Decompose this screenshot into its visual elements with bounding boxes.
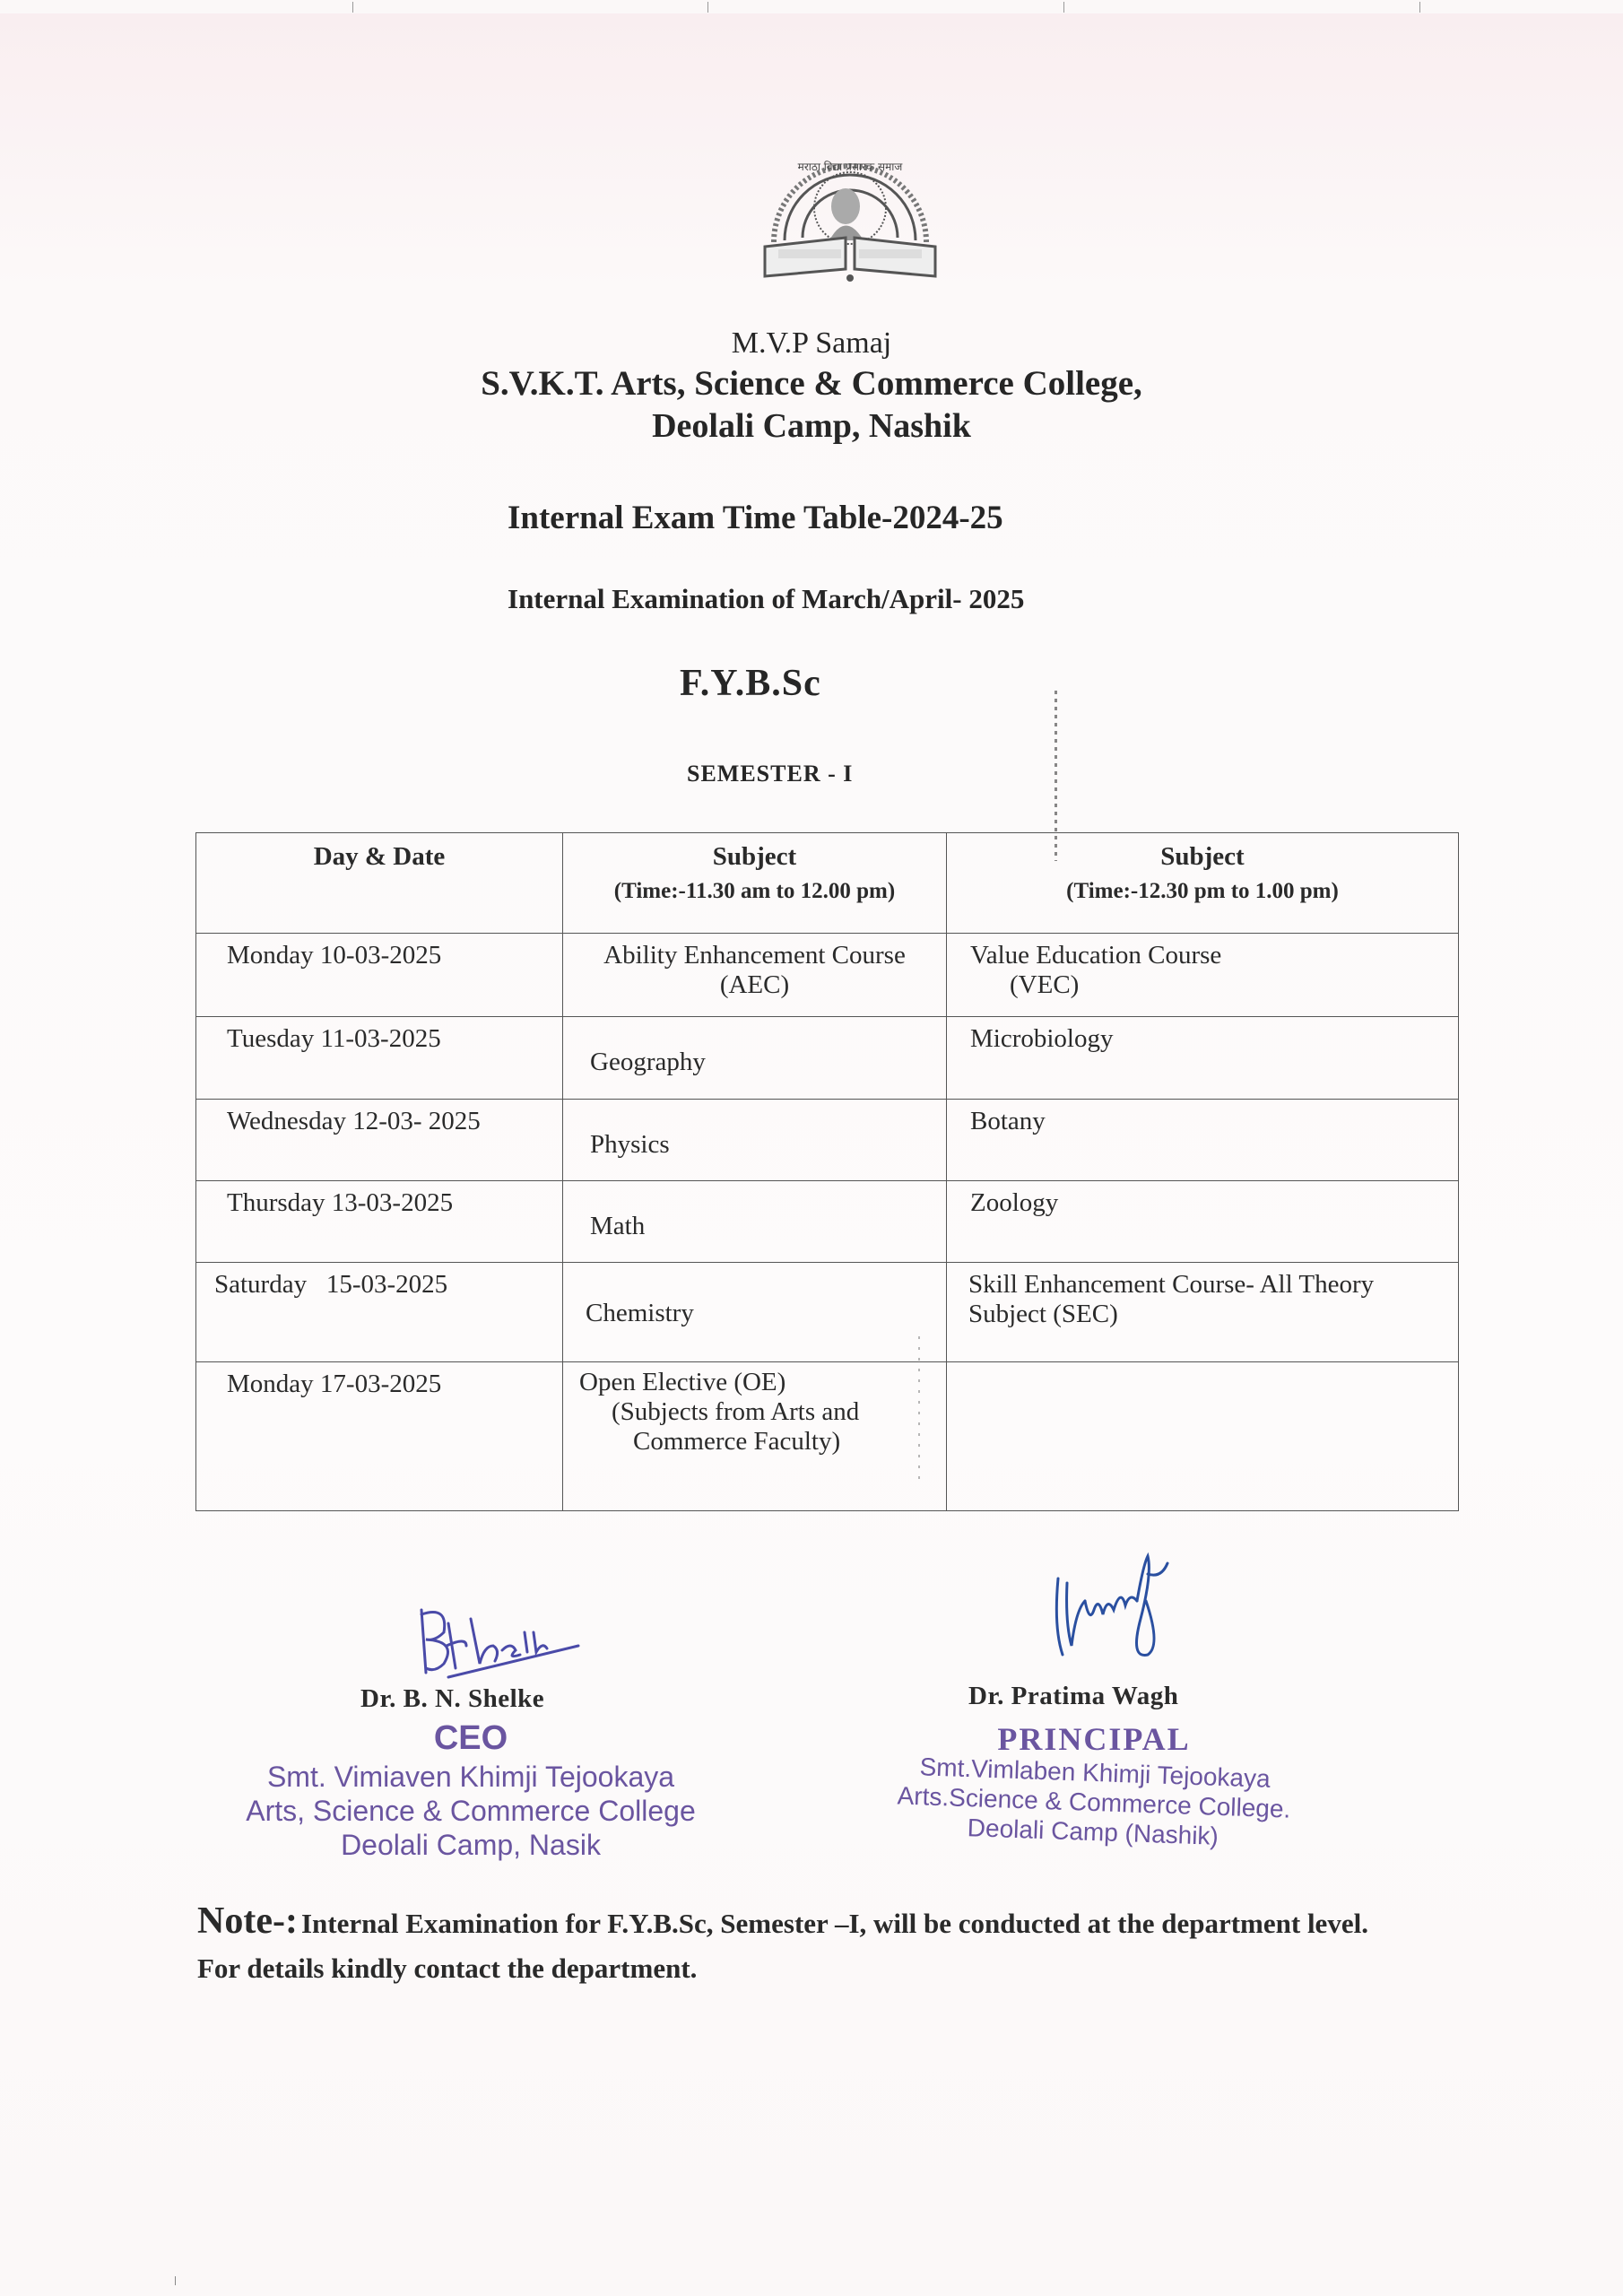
row-date: Monday 17-03-2025 — [196, 1362, 563, 1511]
exam-subtitle: Internal Examination of March/April- 2025 — [508, 583, 1025, 614]
row-slot2-empty — [947, 1362, 1459, 1511]
stamp-title: CEO — [433, 1719, 508, 1757]
column-header-slot1: Subject (Time:-11.30 am to 12.00 pm) — [563, 833, 947, 934]
signature-shelke-icon — [395, 1596, 592, 1682]
signatory-name: Dr. Pratima Wagh — [968, 1682, 1179, 1710]
row-slot2: Skill Enhancement Course- All Theory Subject (SEC) — [947, 1263, 1459, 1362]
scan-tick-mark — [1419, 2, 1420, 13]
row-date: Monday 10-03-2025 — [196, 934, 563, 1017]
semester-label: SEMESTER - I — [687, 761, 854, 787]
scan-tick-mark — [1063, 2, 1064, 13]
table-header-row — [196, 833, 1459, 934]
scan-artifact — [918, 1336, 920, 1480]
row-slot1: Math — [563, 1181, 947, 1263]
stamp-text: Smt. Vimiaven Khimji Tejookaya Arts, Science & Commerce College Deolali Camp, Nasik — [246, 1761, 696, 1861]
column-header-slot2: Subject (Time:-12.30 pm to 1.00 pm) — [947, 833, 1459, 934]
row-slot2: Microbiology — [947, 1017, 1459, 1100]
page-title: Internal Exam Time Table-2024-25 — [508, 500, 1003, 536]
table-row — [196, 1181, 1459, 1263]
row-slot2: Value Education Course (VEC) — [947, 934, 1459, 1017]
row-slot2: Zoology — [947, 1181, 1459, 1263]
row-date: Wednesday 12-03- 2025 — [196, 1100, 563, 1181]
row-slot2: Botany — [947, 1100, 1459, 1181]
row-date: Saturday 15-03-2025 — [196, 1263, 563, 1362]
table-row — [196, 934, 1459, 1017]
column-header-day-date: Day & Date — [196, 833, 563, 934]
stamp-text: Smt.Vimlaben Khimji Tejookaya Arts.Science & Commerce College. Deolali Camp (Nashik) — [897, 1752, 1291, 1850]
class-name: F.Y.B.Sc — [680, 663, 821, 704]
svg-text:मराठा विद्या प्रसारक समाज: मराठा विद्या प्रसारक समाज — [797, 161, 903, 173]
row-slot1: Open Elective (OE) (Subjects from Arts and Commerce Faculty) — [563, 1362, 947, 1511]
timetable — [195, 832, 1459, 1511]
row-date: Thursday 13-03-2025 — [196, 1181, 563, 1263]
table-row — [196, 1263, 1459, 1362]
college-location: Deolali Camp, Nashik — [652, 407, 971, 445]
signatory-name: Dr. B. N. Shelke — [360, 1684, 545, 1713]
row-slot1: Chemistry — [563, 1263, 947, 1362]
table-row — [196, 1362, 1459, 1511]
note-label: Note-: — [197, 1900, 298, 1942]
table-row — [196, 1017, 1459, 1100]
table-row — [196, 1100, 1459, 1181]
society-name: M.V.P Samaj — [731, 326, 892, 360]
scan-tick-mark — [175, 2276, 176, 2285]
college-name: S.V.K.T. Arts, Science & Commerce College, — [481, 364, 1142, 403]
stamp-title: PRINCIPAL — [997, 1721, 1191, 1757]
row-slot1: Geography — [563, 1017, 947, 1100]
row-slot1: Physics — [563, 1100, 947, 1181]
signature-wagh-icon — [1040, 1547, 1175, 1673]
mvp-samaj-emblem-icon — [756, 135, 944, 283]
footer-note — [197, 1900, 1399, 1991]
scan-tick-mark — [352, 2, 353, 13]
row-slot1: Ability Enhancement Course (AEC) — [563, 934, 947, 1017]
scan-tick-mark — [707, 2, 708, 13]
row-date: Tuesday 11-03-2025 — [196, 1017, 563, 1100]
note-text: Internal Examination for F.Y.B.Sc, Semester –I, will be conducted at the department level. For details kindly contact the department. — [197, 1908, 1368, 1984]
